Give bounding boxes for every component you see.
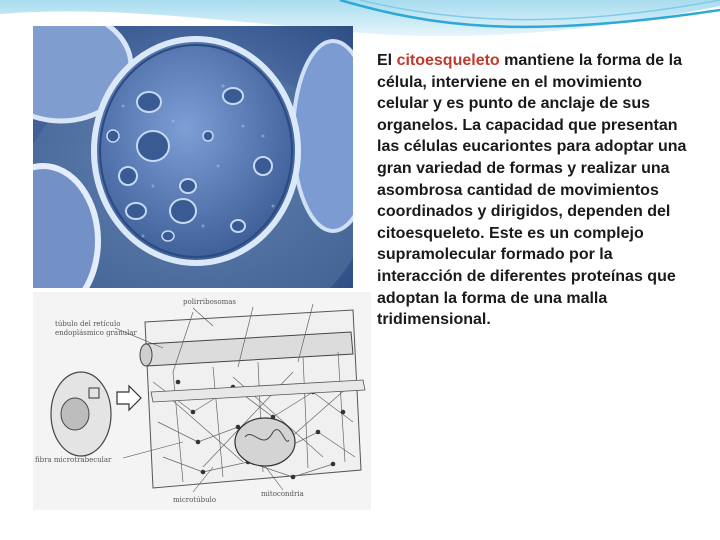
label-fibra-microtrabecular: fibra microtrabecular bbox=[35, 456, 112, 464]
label-mitocondria: mitocondria bbox=[261, 490, 304, 498]
label-polirribosomas: polirribosomas bbox=[183, 298, 237, 306]
label-tubulo-line1: túbulo del retículo bbox=[55, 320, 121, 328]
cell-micrograph bbox=[33, 26, 353, 288]
paragraph-body: mantiene la forma de la célula, interviene en el movimiento celular y es punto de anclaje de sus organelos. La capacidad que presentan las células eucariontes para adoptar una gran variedad de formas y realizar una asombrosa cantidad de movimientos coordinados y dirigidos, dependen del citoesqueleto. Este es un complejo supramolecular formado por la interacción de diferentes proteínas que adoptan la forma de una malla tridimensional. bbox=[377, 52, 687, 329]
body-paragraph bbox=[377, 50, 695, 331]
citoesqueleto-highlight: citoesqueleto bbox=[396, 52, 500, 69]
label-microtubulo: microtúbulo bbox=[173, 496, 217, 504]
paragraph-prefix: El bbox=[377, 52, 397, 69]
label-tubulo-line2: endoplásmico granular bbox=[55, 329, 137, 337]
cytoskeleton-diagram bbox=[33, 292, 371, 510]
